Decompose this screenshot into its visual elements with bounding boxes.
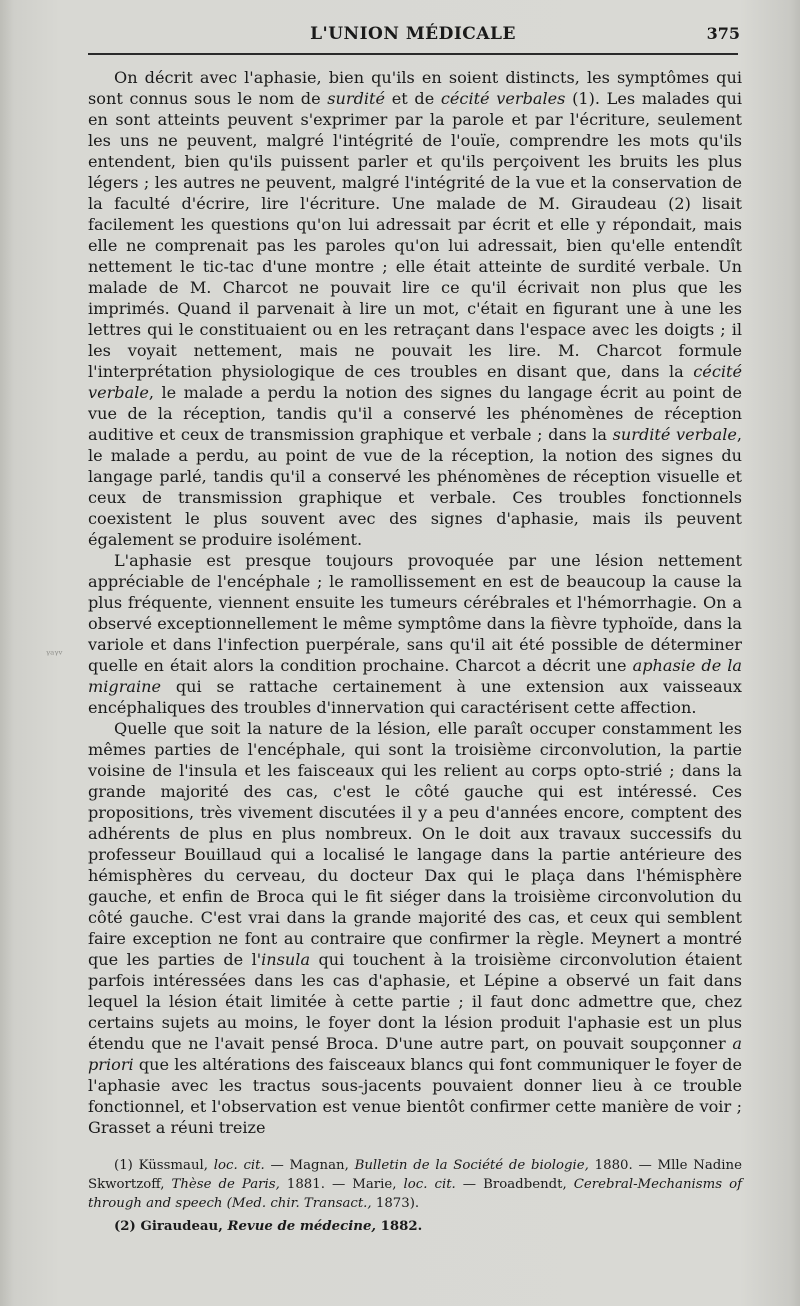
margin-mark: ᵞᵃᵞᵛ [46,648,63,661]
text-run: 1880. — Mlle Nadine Skwortzoff, [88,1158,742,1192]
text-run: (2) Giraudeau, [114,1219,228,1234]
italic-run: Thèse de Paris, [171,1177,280,1192]
text-run: , le malade a perdu, au point de vue de la réception, la notion des signes du langage parlé, tandis qu'il a conservé les phénomènes de réception visuelle et ceux de transmission graphique et verbale. Ces troubles fonctionnels coexistent le plus souvent avec des signes d'aphasie, mais ils peuvent également se produire isolément. [88,425,742,549]
body-text [88,67,742,1138]
text-run: 1881. — Marie, [279,1177,404,1192]
text-run: (1) Küssmaul, [114,1158,214,1173]
paragraph-3 [88,718,742,1138]
footnotes [88,1156,742,1240]
text-run: qui touchent à la troisième circonvolution étaient parfois intéressées dans les cas d'aphasie, et Lépine a observé un fait dans lequel la lésion était limitée à cette partie ; il faut donc admettre que, chez certains sujets au moins, le foyer dont la lésion produit l'aphasie est un plus étendu que ne l'avait pensé Broca. D'une autre part, on pouvait soupçonner [88,950,743,1053]
italic-run: cécité verbale [88,362,742,402]
running-head: L'UNION MÉDICALE [310,24,516,44]
text-run: L'aphasie est presque toujours provoquée par une lésion nettement appréciable de l'encéphale ; le ramollissement en est de beaucoup la cause la plus fréquente, viennent ensuite les tumeurs cérébrales et l'hémorrhagie. On a observé exceptionnellement le même symptôme dans la fièvre typhoïde, dans la variole et dans l'infection puerpérale, sans qu'il ait été possible de déterminer quelle en était alors la condition prochaine. Charcot a décrit une [88,551,742,675]
italic-run: cécité verbales [440,89,566,108]
italic-run: insula [261,950,311,969]
text-run: (1). Les malades qui en sont atteints peuvent s'exprimer par la parole et par l'écriture, seulement les uns ne peuvent, malgré l'intégrité de l'ouïe, comprendre les mots qu'ils entendent, bien qu'ils puissent parler et qu'ils perçoivent les bruits les plus légers ; les autres ne peuvent, malgré l'intégrité de la vue et la conservation de la faculté d'écrire, lire l'écriture. Une malade de M. Giraudeau (2) lisait facilement les questions qu'on lui adressait par écrit et elle y répondait, mais elle ne comprenait pas les paroles qu'on lui adressait, bien qu'elle entendît nettement le tic-tac d'une montre ; elle était atteinte de surdité verbale. Un malade de M. Charcot ne pouvait lire ce qu'il écrivait non plus que les imprimés. Quand il parvenait à lire un mot, c'était en figurant une à une les lettres qui le constituaient ou en les retraçant dans l'espace avec les doigts ; il les voyait nettement, mais ne pouvait les lire. M. Charcot formule l'interprétation physiologique de ces troubles en disant que, dans la [88,89,742,381]
header-rule [88,53,738,55]
italic-run: surdité verbale [612,425,737,444]
text-run: On décrit avec l'aphasie, bien qu'ils en soient distincts, les symptômes qui sont connus sous le nom de [88,68,742,108]
italic-run: a priori [88,1034,742,1074]
text-run: 1882. [376,1219,423,1234]
text-run: , le malade a perdu la notion des signes du langage écrit au point de vue de la réception, tandis qu'il a conservé les phénomènes de réception auditive et ceux de transmission graphique et verbale ; dans la [88,383,742,444]
text-run: et de [385,89,441,108]
italic-run: loc. cit. [403,1177,456,1192]
italic-run: Bulletin de la Société de biologie, [354,1158,589,1173]
paragraph-2 [88,550,742,718]
text-run: que les altérations des faisceaux blancs qui font communiquer le foyer de l'aphasie avec les tractus sous-jacents pouvaient donner lieu à ce trouble fonctionnel, et l'observation est venue bientôt confirmer cette manière de voir ; Grasset a réuni treize [88,1055,742,1137]
text-run: — Broadbendt, [455,1177,574,1192]
italic-run: surdité [327,89,386,108]
page-number: 375 [706,24,740,43]
italic-run: aphasie de la migraine [88,656,742,696]
italic-run: loc. cit. [213,1158,265,1173]
footnote-2 [88,1217,742,1236]
paragraph-1 [88,67,742,550]
italic-run: Cerebral-Mechanisms of through and speech (Med. chir. Transact., [88,1177,743,1211]
text-run: qui se rattache certainement à une extension aux vaisseaux encéphaliques des troubles d'innervation qui caractérisent cette affection. [88,677,742,717]
text-run: Quelle que soit la nature de la lésion, elle paraît occuper constamment les mêmes parties de l'encéphale, qui sont la troisième circonvolution, la partie voisine de l'insula et les faisceaux qui les relient au corps opto-strié ; dans la grande majorité des cas, c'est le côté gauche qui est intéressé. Ces propositions, très vivement discutées il y a peu d'années encore, comptent des adhérents de plus en plus nombreux. On le doit aux travaux successifs du professeur Bouillaud qui a localisé le langage dans la partie antérieure des hémisphères du cerveau, du docteur Dax qui le plaça dans l'hémisphère gauche, et enfin de Broca qui le fit siéger dans la troisième circonvolution du côté gauche. C'est vrai dans la grande majorité des cas, et ceux qui semblent faire exception ne font au contraire que confirmer la règle. Meynert a montré que les parties de l' [88,719,742,969]
footnote-1 [88,1156,742,1213]
text-run: — Magnan, [264,1158,355,1173]
italic-run: Revue de médecine, [227,1219,377,1234]
page-header [88,24,738,48]
text-run: 1873). [371,1196,420,1211]
